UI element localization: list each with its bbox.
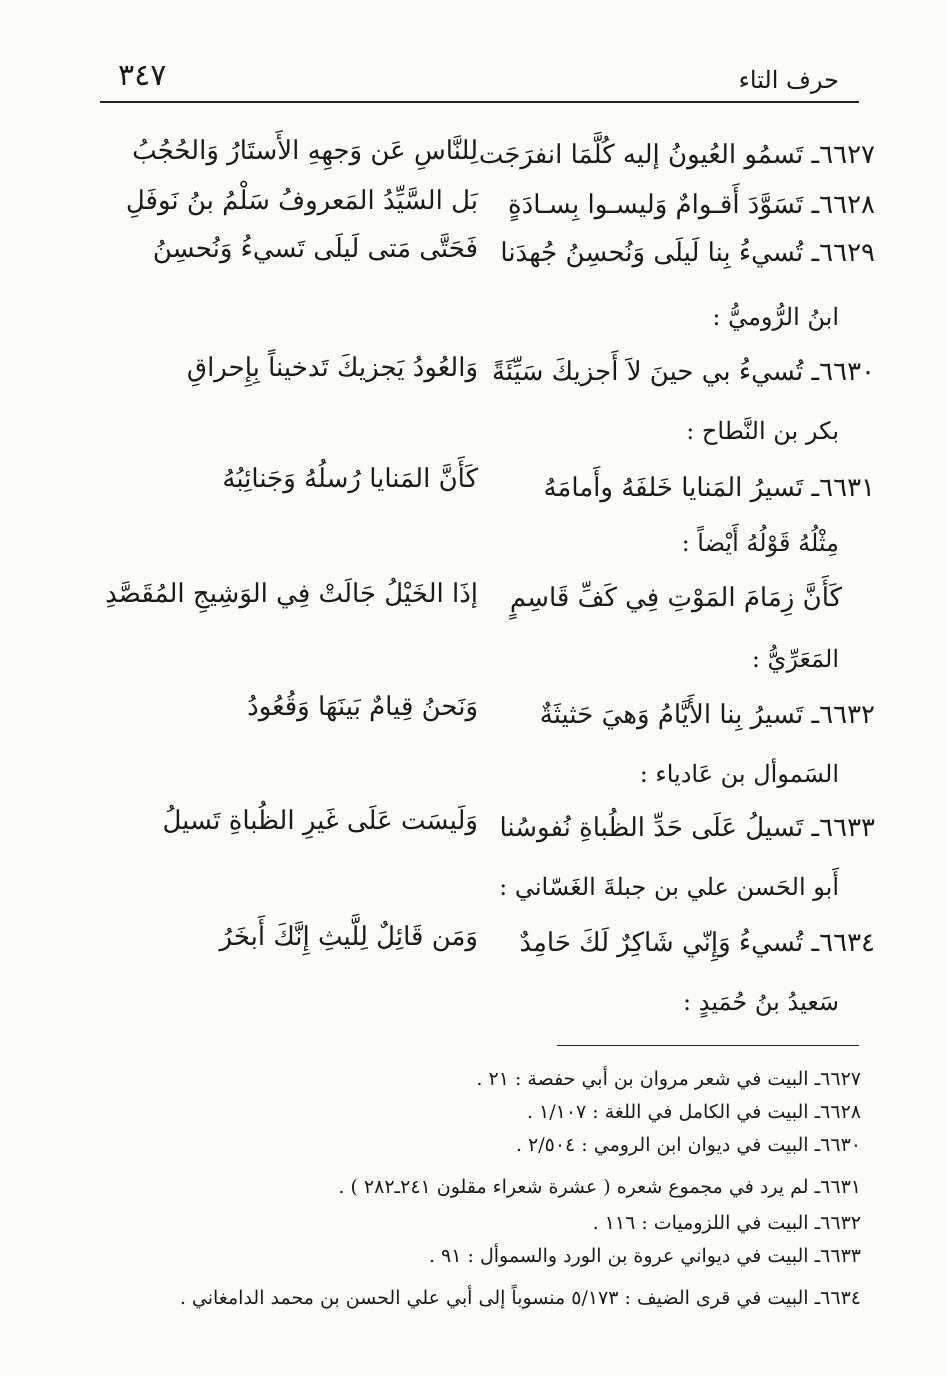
verse-6632-second-hemistich: وَنَحنُ قِيامٌ بَينَهَا وَقُعُودُ [247,692,478,722]
verse-6634-first-hemistich: ٦٦٣٤ـ تُسيءُ وَإِنّي شَاكِرٌ لَكَ حَامِدٌ [519,928,875,958]
chapter-title: حرف التاء [738,66,839,94]
similar-saying-heading: مِثْلُهُ قَوْلُهُ أَيْضاً : [681,529,839,557]
verse-6633-first-hemistich: ٦٦٣٣ـ تَسيلُ عَلَى حَدِّ الظُباةِ نُفوسُنا [499,813,875,843]
verse-6627-first-hemistich: ٦٦٢٧ـ تَسمُو العُيونُ إليه كُلَّمَا انفرَجَت [478,140,875,170]
verse-extra-second-hemistich: إذَا الخَيْلُ جَالَتْ فِي الوَشِيجِ المُقَصَّدِ [105,579,478,609]
header-rule [100,101,859,103]
page-number: ٣٤٧ [118,58,167,93]
poet-ibn-rumi: ابنُ الرُّوميُّ : [712,303,839,331]
verse-6631-second-hemistich: كَأَنَّ المَنايا رُسلُهُ وَجَنائِبُهُ [222,464,478,494]
footnote-6633: ٦٦٣٣ـ البيت في ديواني عروة بن الورد والسموأل : ٩١ . [428,1245,861,1267]
verse-6634-second-hemistich: وَمَن قَائِلٌ لِلَّيثِ إِنَّكَ أَبخَرُ [219,922,478,952]
verse-extra-first-hemistich: كَأَنَّ زِمَامَ المَوْتِ فِي كَفِّ قَاسِمٍ [509,583,842,613]
footnote-6634: ٦٦٣٤ـ البيت في قرى الضيف : ٥/١٧٣ منسوباً إلى أبي علي الحسن بن محمد الدامغاني . [179,1287,861,1309]
verse-6629-first-hemistich: ٦٦٢٩ـ تُسيءُ بِنا لَيلَى وَنُحسِنُ جُهدَنا [500,238,875,268]
verse-6631-first-hemistich: ٦٦٣١ـ تَسيرُ المَنايا خَلفَهُ وأَمامَهُ [543,473,875,503]
verse-6628-first-hemistich: ٦٦٢٨ـ تَسَوَّدَ أَقـوامٌ وَليسـوا بِسـادَةٍ [508,190,875,220]
footnote-6632: ٦٦٣٢ـ البيت في اللزوميات : ١١٦ . [592,1212,861,1234]
poet-saeed: سَعيدُ بنُ حُمَيدٍ : [683,988,839,1016]
poet-ghassani: أَبو الحَسن علي بن جبلةَ الغَسّاني : [499,873,839,901]
verse-6630-first-hemistich: ٦٦٣٠ـ تُسيءُ بي حينَ لاَ أَجزيكَ سَيِّئَةً [491,357,875,387]
verse-6628-second-hemistich: بَل السَّيِّدُ المَعروفُ سَلْمُ بنُ نَوفَلِ [125,186,478,216]
verse-6629-second-hemistich: فَحَتَّى مَتى لَيلَى تَسيءُ وَنُحسِنُ [152,234,478,264]
footnote-6631: ٦٦٣١ـ لم يرد في مجموع شعره ( عشرة شعراء مقلون ٢٤١ـ٢٨٢ ) . [338,1176,861,1198]
footnote-rule [557,1045,859,1046]
verse-6632-first-hemistich: ٦٦٣٢ـ تَسيرُ بِنا الأَيَّامُ وَهيَ حَثيثَةٌ [539,700,875,730]
verse-6630-second-hemistich: وَالعُودُ يَجزيكَ تَدخيناً بِإِحراقِ [186,353,478,383]
verse-6633-second-hemistich: وَلَيسَت عَلَى غَيرِ الظُباةِ تَسيلُ [162,806,478,836]
poet-samawal: السَموأل بن عَادياء : [639,760,839,788]
footnote-6630: ٦٦٣٠ـ البيت في ديوان ابن الرومي : ٢/٥٠٤ . [515,1134,861,1156]
footnote-6628: ٦٦٢٨ـ البيت في الكامل في اللغة : ١/١٠٧ . [526,1101,861,1123]
verse-6627-second-hemistich: لِلنَّاسِ عَن وَجهِهِ الأَستَارُ وَالحُجُبُ [132,136,478,166]
poet-bakr: بكر بن النَّطاح : [686,417,839,445]
footnote-6627: ٦٦٢٧ـ البيت في شعر مروان بن أبي حفصة : ٢١ . [476,1068,861,1090]
poet-maarri: المَعَرِّيُّ : [751,645,839,673]
